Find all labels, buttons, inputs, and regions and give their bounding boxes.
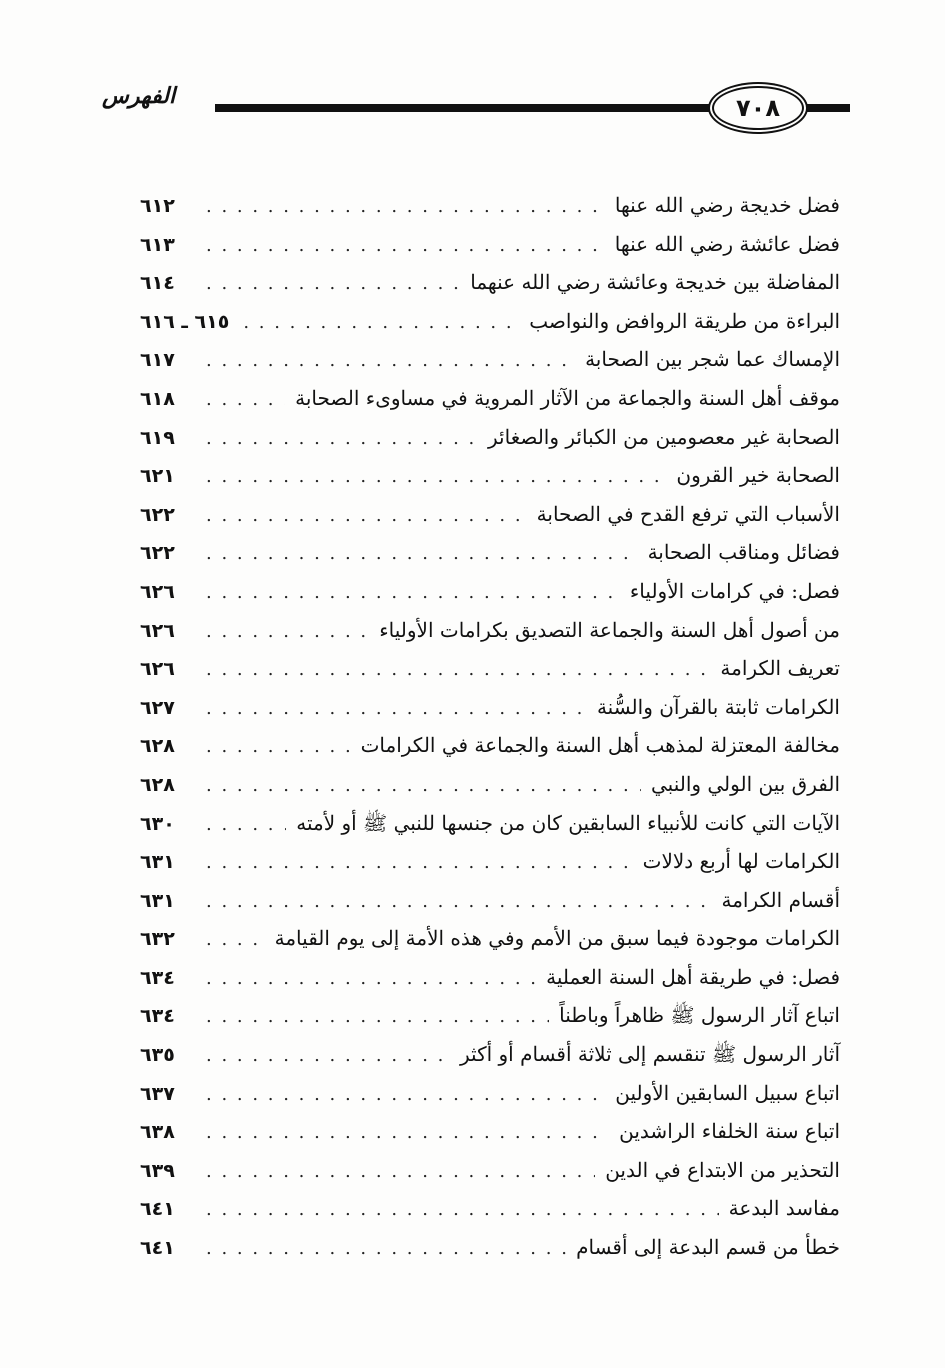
index-entry (140, 726, 840, 765)
dot-leader (206, 998, 549, 1037)
dot-leader (206, 883, 711, 922)
dot-leader (206, 1230, 566, 1269)
entry-page-number: ٦٣٧ (140, 1082, 175, 1105)
index-entry (140, 1112, 840, 1151)
index-entry (140, 1035, 840, 1074)
entry-title: من أصول أهل السنة والجماعة التصديق بكرامات الأولياء (379, 617, 840, 642)
entry-page-number: ٦١٥ ـ ٦١٦ (140, 310, 230, 333)
entry-title: اتباع سنة الخلفاء الراشدين (619, 1119, 840, 1144)
dot-leader (206, 921, 265, 960)
entry-page-number: ٦٤١ (140, 1237, 175, 1260)
entry-page-number: ٦٢١ (140, 465, 175, 488)
index-entry (140, 456, 840, 495)
dot-leader (206, 728, 351, 767)
entry-page-number: ٦١٨ (140, 387, 175, 410)
index-entry (140, 340, 840, 379)
index-entry (140, 263, 840, 302)
entry-page-number: ٦٢٦ (140, 619, 175, 642)
dot-leader (206, 690, 587, 729)
dot-leader (206, 535, 638, 574)
dot-leader (206, 497, 527, 536)
entry-page-number: ٦٢٨ (140, 773, 175, 796)
dot-leader (243, 304, 519, 343)
entry-title: الصحابة خير القرون (676, 463, 840, 488)
entry-page-number: ٦١٧ (140, 349, 175, 372)
index-entry (140, 958, 840, 997)
entry-title: الكرامات لها أربع دلالات (642, 849, 840, 874)
dot-leader (206, 613, 369, 652)
entry-title: فصل: في طريقة أهل السنة العملية (546, 964, 840, 989)
page-number: ٧٠٨ (736, 94, 780, 122)
entry-title: فضائل ومناقب الصحابة (647, 540, 840, 565)
entry-page-number: ٦٣١ (140, 889, 175, 912)
dot-leader (206, 844, 633, 883)
index-entry (140, 842, 840, 881)
index-entry (140, 379, 840, 418)
index-list (140, 186, 840, 1267)
entry-page-number: ٦٣١ (140, 851, 175, 874)
entry-page-number: ٦٣٤ (140, 966, 175, 989)
index-entry (140, 1189, 840, 1228)
entry-title: خطأ من قسم البدعة إلى أقسام (576, 1235, 840, 1260)
entry-page-number: ٦٣٨ (140, 1121, 175, 1144)
dot-leader (206, 188, 605, 227)
index-entry (140, 996, 840, 1035)
entry-title: التحذير من الابتداع في الدين (605, 1157, 840, 1182)
entry-page-number: ٦٢٦ (140, 658, 175, 681)
entry-page-number: ٦٣٩ (140, 1159, 175, 1182)
entry-title: فصل: في كرامات الأولياء (629, 578, 840, 603)
index-entry (140, 1228, 840, 1267)
index-entry (140, 649, 840, 688)
index-entry (140, 919, 840, 958)
index-entry (140, 302, 840, 341)
entry-page-number: ٦٣٢ (140, 928, 175, 951)
entry-title: اتباع سبيل السابقين الأولين (615, 1080, 840, 1105)
entry-title: الآيات التي كانت للأنبياء السابقين كان من جنسها للنبي ﷺ أو لأمته (296, 810, 840, 835)
entry-title: اتباع آثار الرسول ﷺ ظاهراً وباطناً (559, 1003, 840, 1028)
entry-page-number: ٦٣٥ (140, 1044, 175, 1067)
entry-page-number: ٦٢٢ (140, 503, 175, 526)
dot-leader (206, 458, 666, 497)
dot-leader (206, 342, 575, 381)
entry-page-number: ٦١٤ (140, 272, 175, 295)
entry-title: موقف أهل السنة والجماعة من الآثار المروية في مساوىء الصحابة (295, 385, 840, 410)
entry-page-number: ٦٢٧ (140, 696, 175, 719)
dot-leader (206, 1153, 595, 1192)
header-rule-right (806, 104, 850, 112)
index-entry (140, 804, 840, 843)
entry-title: فضل عائشة رضي الله عنها (614, 231, 840, 256)
entry-title: أقسام الكرامة (721, 887, 840, 912)
entry-title: فضل خديجة رضي الله عنها (614, 193, 840, 217)
index-entry (140, 418, 840, 457)
index-entry (140, 765, 840, 804)
entry-title: آثار الرسول ﷺ تنقسم إلى ثلاثة أقسام أو أكثر (460, 1042, 840, 1067)
entry-title: الكرامات موجودة فيما سبق من الأمم وفي هذه الأمة إلى يوم القيامة (274, 926, 840, 951)
page-number-badge (712, 86, 804, 130)
index-entry (140, 881, 840, 920)
dot-leader (206, 651, 710, 690)
entry-page-number: ٦٢٨ (140, 735, 175, 758)
entry-page-number: ٦٤١ (140, 1198, 175, 1221)
dot-leader (206, 227, 605, 266)
index-entry (140, 572, 840, 611)
entry-title: الكرامات ثابتة بالقرآن والسُّنة (596, 694, 840, 719)
dot-leader (206, 1114, 609, 1153)
entry-page-number: ٦٢٦ (140, 580, 175, 603)
entry-page-number: ٦٣٤ (140, 1005, 175, 1028)
entry-page-number: ٦١٩ (140, 426, 175, 449)
entry-title: مفاسد البدعة (728, 1196, 840, 1221)
dot-leader (206, 806, 286, 845)
index-entry (140, 533, 840, 572)
dot-leader (206, 960, 536, 999)
dot-leader (206, 381, 285, 420)
index-entry (140, 1151, 840, 1190)
dot-leader (206, 1076, 605, 1115)
index-entry (140, 611, 840, 650)
index-entry (140, 495, 840, 534)
entry-page-number: ٦٢٢ (140, 542, 175, 565)
entry-page-number: ٦١٣ (140, 233, 175, 256)
dot-leader (206, 265, 460, 304)
index-entry (140, 186, 840, 225)
dot-leader (206, 1037, 450, 1076)
section-title: الفهرس (102, 84, 176, 109)
entry-title: الفرق بين الولي والنبي (650, 771, 840, 796)
entry-title: الصحابة غير معصومين من الكبائر والصغائر (488, 424, 840, 449)
dot-leader (206, 1191, 719, 1230)
index-entry (140, 1074, 840, 1113)
page-header (100, 78, 850, 138)
index-entry (140, 225, 840, 264)
dot-leader (206, 767, 641, 806)
entry-title: تعريف الكرامة (720, 656, 840, 681)
entry-title: الإمساك عما شجر بين الصحابة (585, 347, 840, 372)
entry-page-number: ٦١٢ (140, 195, 175, 217)
entry-page-number: ٦٣٠ (140, 812, 175, 835)
index-entry (140, 688, 840, 727)
entry-title: البراءة من طريقة الروافض والنواصب (529, 308, 840, 333)
dot-leader (206, 420, 478, 459)
dot-leader (206, 574, 620, 613)
entry-title: المفاضلة بين خديجة وعائشة رضي الله عنهما (470, 270, 840, 295)
entry-title: مخالفة المعتزلة لمذهب أهل السنة والجماعة في الكرامات (360, 733, 840, 758)
entry-title: الأسباب التي ترفع القدح في الصحابة (536, 501, 840, 526)
